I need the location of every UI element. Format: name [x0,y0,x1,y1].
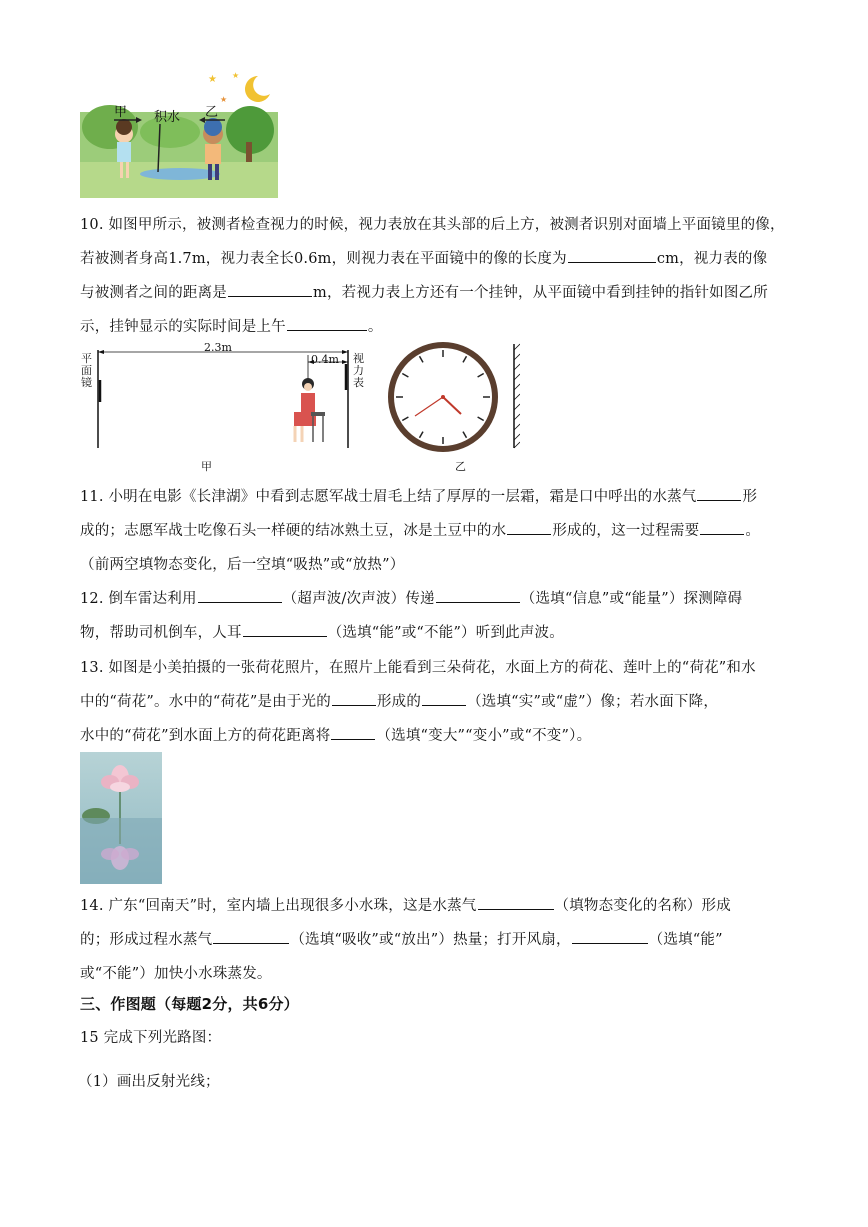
q14-line1: 14. 广东“回南天”时，室内墙上出现很多小水珠，这是水蒸气 （填物态变化的名称）形成 [80,894,731,915]
q15-sub1: （1）画出反射光线； [78,1074,220,1090]
q10-line2: 若被测者身高1.7m，视力表全长0.6m，则视力表在平面镜中的像的长度为 cm，视力表的像 [80,247,767,268]
cartoon-illustration [80,72,278,198]
answer-blank[interactable] [287,316,367,331]
label-yi: 乙 [205,105,219,120]
q13-line3: 水中的“荷花”到水面上方的荷花距离将 （选填“变大”“变小”或“不变”）。 [80,724,591,745]
answer-blank[interactable] [332,691,376,706]
caption-jia: 甲 [201,460,212,473]
q13-line2: 中的“荷花”。水中的“荷花”是由于光的 形成的 （选填“实”或“虚”）像；若水面下降， [80,690,718,711]
answer-blank[interactable] [700,520,744,535]
q10-line3: 与被测者之间的距离是 m，若视力表上方还有一个挂钟，从平面镜中看到挂钟的指针如图乙所 [80,281,768,302]
q10-line4: 示，挂钟显示的实际时间是上午 。 [80,315,383,336]
q11-line2: 成的；志愿军战士吃像石头一样硬的结冰熟土豆，冰是土豆中的水 形成的，这一过程需要 。 [80,519,760,540]
q14-line3: 或“不能”）加快小水珠蒸发。 [80,966,272,982]
mirror-label: 平 面 镜 [81,352,92,389]
caption-yi: 乙 [455,460,466,473]
answer-blank[interactable] [568,248,656,263]
q11-line3: （前两空填物态变化，后一空填“吸热”或“放热”） [80,557,405,573]
answer-blank[interactable] [478,895,554,910]
answer-blank[interactable] [697,486,741,501]
q11-line1: 11. 小明在电影《长津湖》中看到志愿军战士眉毛上结了厚厚的一层霜，霜是口中呼出的水蒸气 形 [80,485,757,506]
distance-total: 2.3m [204,341,232,354]
answer-blank[interactable] [572,929,648,944]
q10-line1: 10. 如图甲所示，被测者检查视力的时候，视力表放在其头部的后上方，被测者识别对面墙上平面镜里的像， [80,217,785,233]
answer-blank[interactable] [331,725,375,740]
answer-blank[interactable] [422,691,466,706]
section-title: 三、作图题（每题2分，共6分） [80,995,299,1013]
chart-label: 视 力 表 [353,352,364,389]
q13-line1: 13. 如图是小美拍摄的一张荷花照片，在照片上能看到三朵荷花，水面上方的荷花、莲叶上的“荷花”和水 [80,660,756,676]
q12-line1: 12. 倒车雷达利用 （超声波/次声波）传递 （选填“信息”或“能量”）探测障碍 [80,587,742,608]
svg-text:★: ★ [208,74,217,85]
q14-line2: 的；形成过程水蒸气 （选填“吸收”或“放出”）热量；打开风扇， （选填“能” [80,928,723,949]
label-jia: 甲 [114,105,128,120]
q12-line2: 物，帮助司机倒车，人耳 （选填“能”或“不能”）听到此声波。 [80,621,564,642]
answer-blank[interactable] [507,520,551,535]
answer-blank[interactable] [228,282,312,297]
q15-line1: 15 完成下列光路图： [80,1030,222,1046]
answer-blank[interactable] [198,588,282,603]
svg-text:★: ★ [232,72,240,80]
label-jishui: 积水 [154,110,181,125]
clock-diagram [385,340,520,455]
answer-blank[interactable] [436,588,520,603]
answer-blank[interactable] [243,622,327,637]
answer-blank[interactable] [213,929,289,944]
svg-text:★: ★ [220,95,228,104]
distance-short: 0.4m [311,353,339,366]
lotus-photo [80,752,162,884]
